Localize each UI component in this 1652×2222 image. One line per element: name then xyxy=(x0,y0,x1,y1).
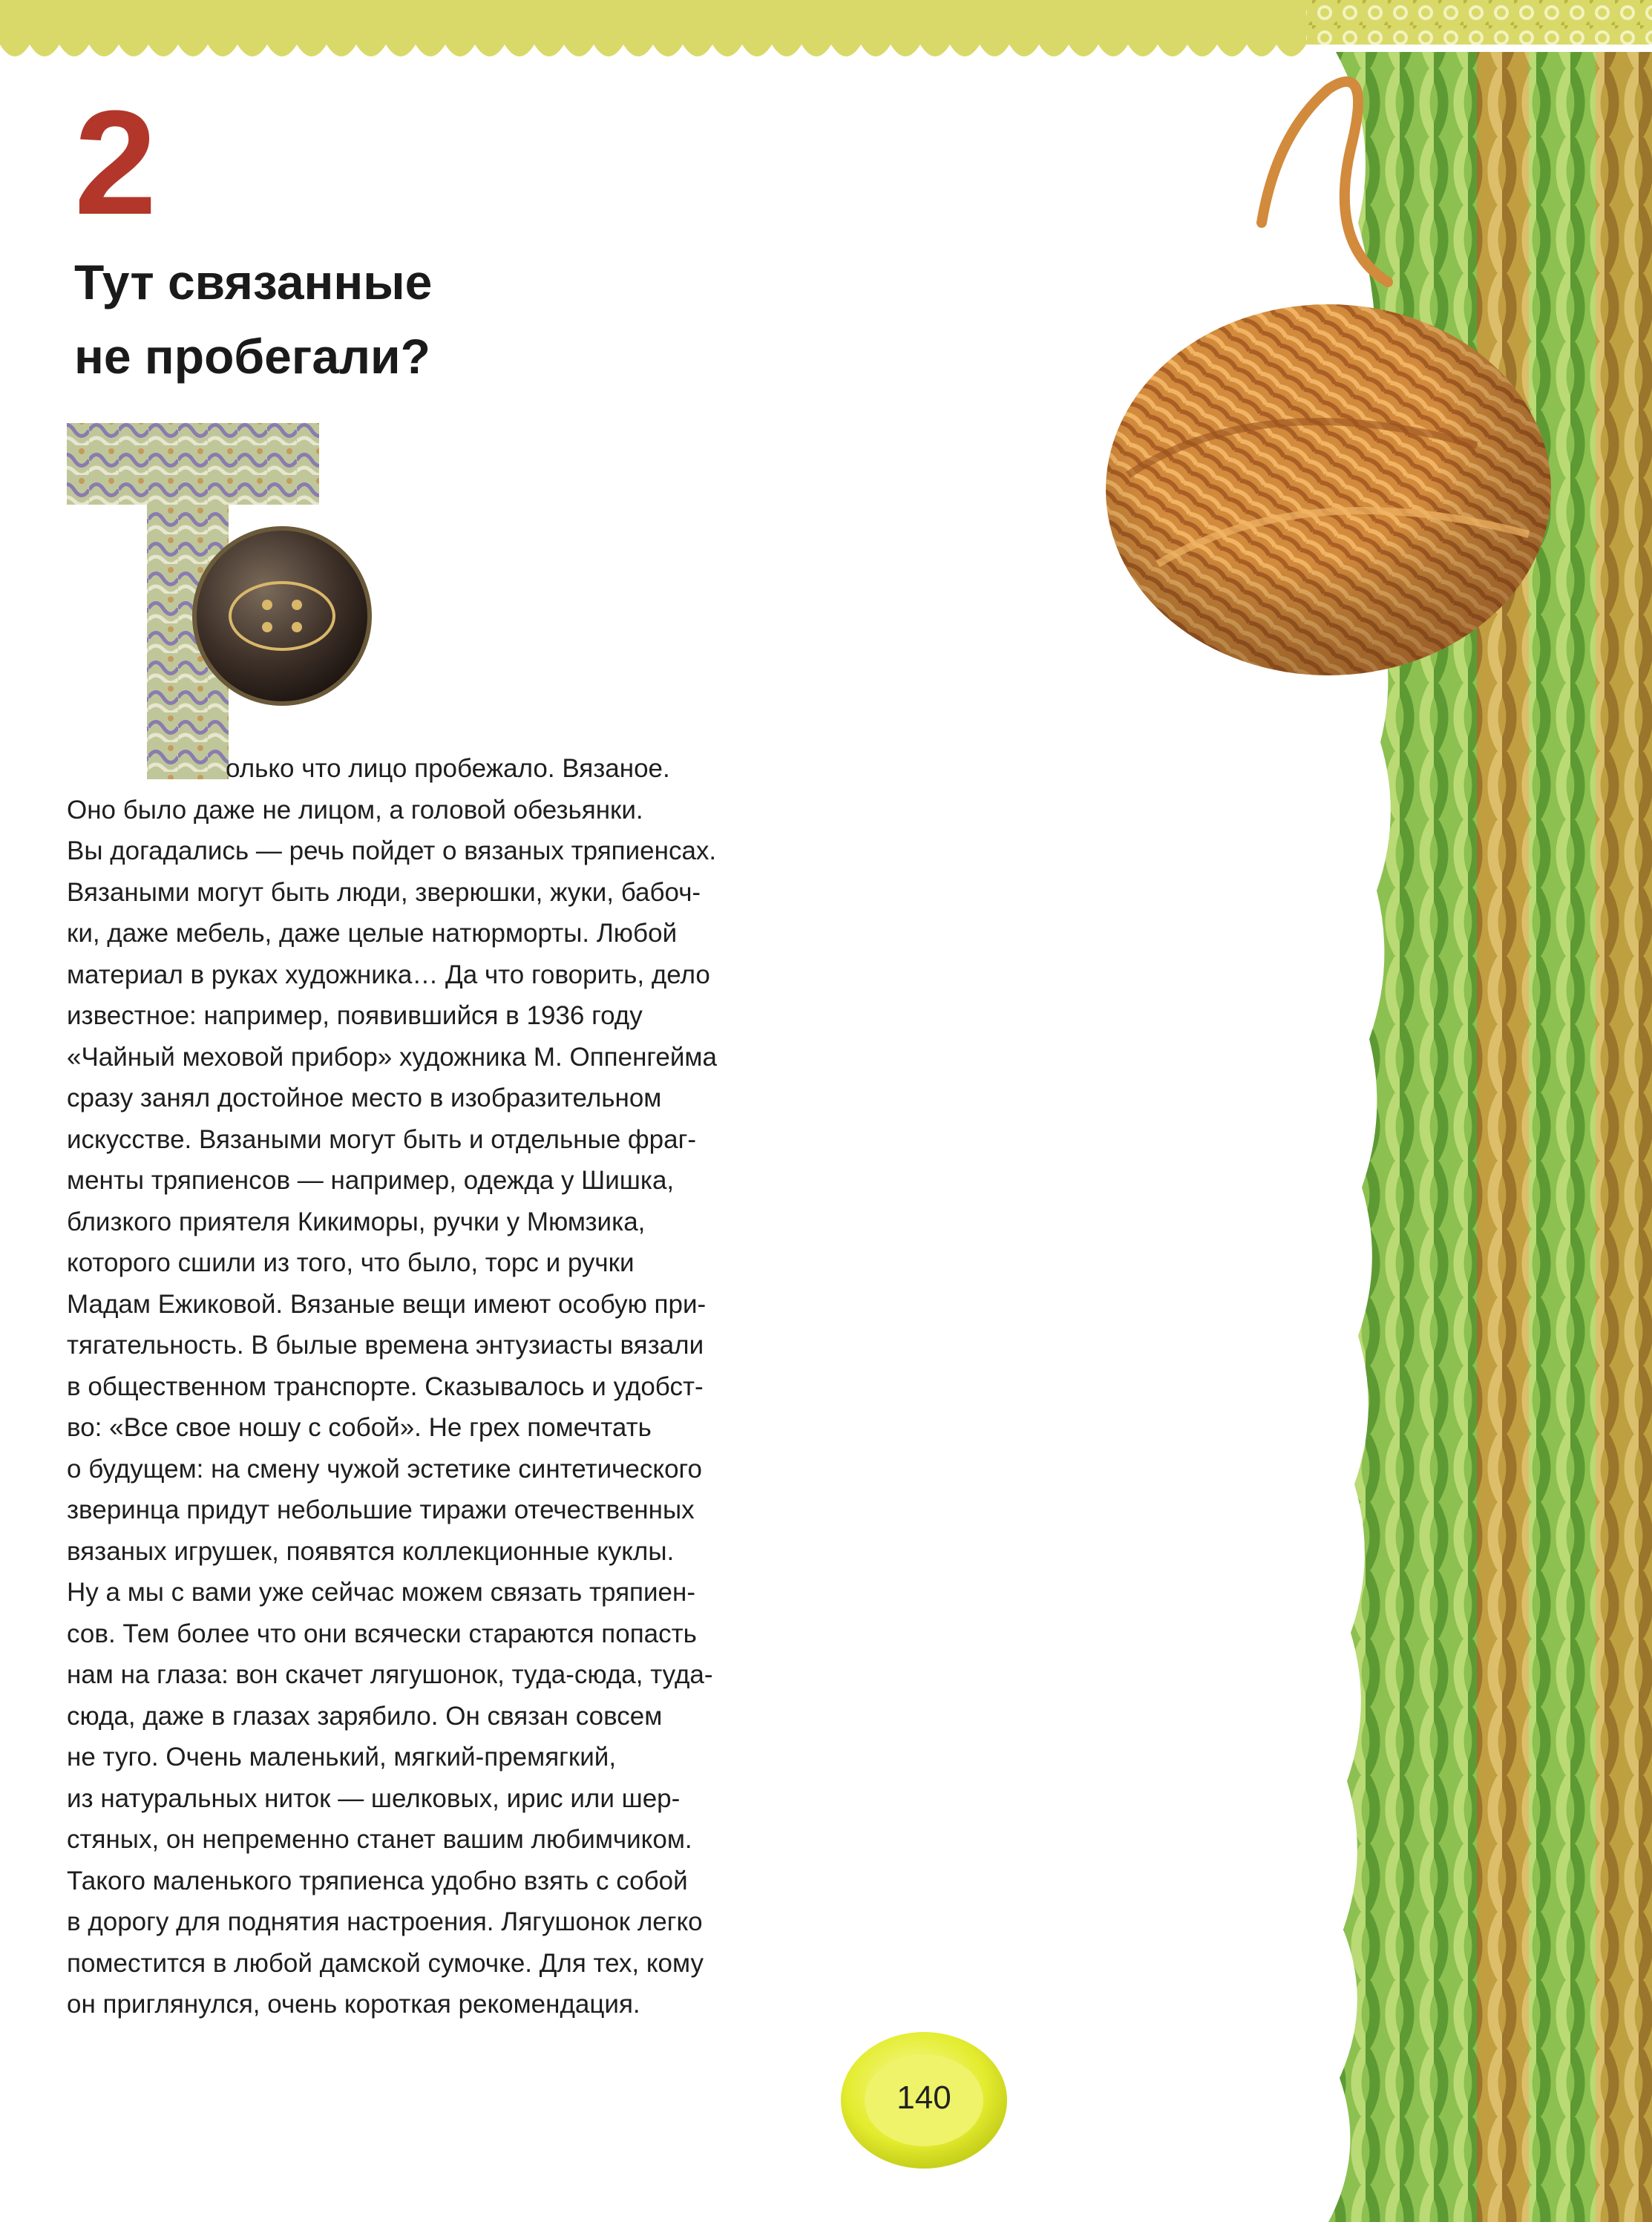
text-line: в общественном транспорте. Сказывалось и удобст- xyxy=(67,1371,704,1401)
text-line: сов. Тем более что они всячески стараются попасть xyxy=(67,1619,697,1648)
lace-scallop-edge xyxy=(0,0,1306,56)
article-title xyxy=(74,245,668,393)
text-line: поместится в любой дамской сумочке. Для тех, кому xyxy=(67,1948,704,1978)
text-line: из натуральных ниток — шелковых, ирис или шер- xyxy=(67,1783,681,1813)
title-line: Тут связанные xyxy=(74,255,433,309)
text-line: известное: например, появившийся в 1936 году xyxy=(67,1001,643,1030)
text-line: стяных, он непременно станет вашим любимчиком. xyxy=(67,1825,692,1854)
text-line: зверинца придут небольшие тиражи отечественных xyxy=(67,1495,695,1524)
text-line: вязаных игрушек, появятся коллекционные куклы. xyxy=(67,1536,675,1566)
text-line: Вязаными могут быть люди, зверюшки, жуки, бабоч- xyxy=(67,877,701,907)
text-line: Ну а мы с вами уже сейчас можем связать тряпиен- xyxy=(67,1578,695,1607)
chapter-number: 2 xyxy=(74,80,157,246)
text-line: нам на глаза: вон скачет лягушонок, туда-сюда, туда- xyxy=(67,1660,713,1689)
text-line: он приглянулся, очень короткая рекомендация. xyxy=(67,1990,640,2019)
text-line: которого сшили из того, что было, торс и ручки xyxy=(67,1248,635,1277)
dropcap-letter-t xyxy=(67,423,370,779)
yarn-ball-image xyxy=(1106,304,1551,675)
text-line: во: «Все свое ношу с собой». Не грех помечтать xyxy=(67,1413,652,1442)
text-line: тягательность. В былые времена энтузиасты вязали xyxy=(67,1331,704,1360)
text-line: Мадам Ежиковой. Вязаные вещи имеют особую при- xyxy=(67,1289,707,1319)
text-line: Такого маленького тряпиенса удобно взять с собой xyxy=(67,1866,688,1895)
text-line: сразу занял достойное место в изобразительном xyxy=(67,1084,662,1112)
body-text xyxy=(67,748,928,2025)
page-number: 140 xyxy=(897,2080,951,2116)
text-line: менты тряпиенсов — например, одежда у Шишка, xyxy=(67,1166,675,1195)
text-line: в дорогу для поднятия настроения. Лягушонок легко xyxy=(67,1907,703,1936)
text-line: олько что лицо пробежало. Вязаное. xyxy=(226,754,670,783)
text-line: не туго. Очень маленький, мягкий-премягкий, xyxy=(67,1743,617,1772)
text-line: о будущем: на смену чужой эстетике синтетического xyxy=(67,1454,702,1484)
text-line: Вы догадались — речь пойдет о вязаных тряпиенсах. xyxy=(67,836,717,865)
title-line: не пробегали? xyxy=(74,329,430,384)
text-line: близкого приятеля Кикиморы, ручки у Мюмзика, xyxy=(67,1207,646,1236)
text-line: «Чайный меховой прибор» художника М. Оппенгейма xyxy=(67,1042,717,1072)
text-line: сюда, даже в глазах зарябило. Он связан совсем xyxy=(67,1701,663,1731)
text-line: искусстве. Вязаными могут быть и отдельные фраг- xyxy=(67,1124,697,1154)
text-line: материал в руках художника… Да что говорить, дело xyxy=(67,960,710,989)
text-line: ки, даже мебель, даже целые натюрморты. Любой xyxy=(67,919,678,948)
orange-knit-stripe xyxy=(1596,52,1652,2222)
text-line: Оно было даже не лицом, а головой обезьянки. xyxy=(67,795,643,825)
